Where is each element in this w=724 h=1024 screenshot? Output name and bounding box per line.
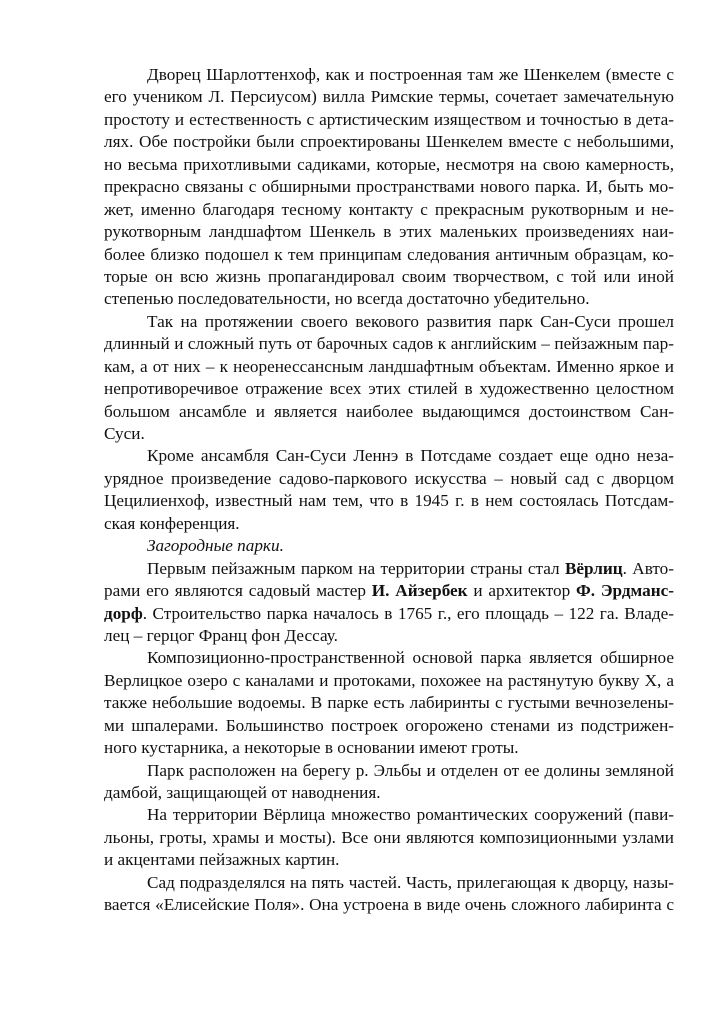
text-line: степенью последовательности, но всегда достаточно убедительно. bbox=[104, 289, 590, 309]
text-line: льоны, гроты, храмы и мосты). Все они являются композиционными узлами bbox=[104, 827, 674, 847]
text-line: Композиционно-пространственной основой парка является обширное bbox=[147, 648, 674, 668]
bold-name: Вёрлиц bbox=[564, 558, 623, 578]
text-line: дорф. Строительство парка началось в 1765 г., его площадь – 122 га. Владе- bbox=[104, 603, 674, 623]
text-line: Цецилиенхоф, известный нам тем, что в 1945 г. в нем состоялась Потсдам- bbox=[104, 491, 674, 511]
text-line: рукотворным ландшафтом Шенкель в этих маленьких произведениях наи- bbox=[104, 222, 674, 242]
paragraph-structures bbox=[104, 804, 674, 871]
text-line: урядное произведение садово-паркового искусства – новый сад с дворцом bbox=[104, 468, 674, 488]
text-line: его учеником Л. Персиусом) вилла Римские термы, сочетает замечательную bbox=[104, 87, 674, 107]
text-line: жет, именно благодаря тесному контакту с прекрасным рукотворным и не- bbox=[104, 199, 674, 219]
text-line: лях. Обе постройки были спроектированы Шенкелем вместе с небольшими, bbox=[104, 132, 674, 152]
text-line: Дворец Шарлоттенхоф, как и построенная там же Шенкелем (вместе с bbox=[147, 65, 674, 84]
text-line: кам, а от них – к неоренессансным ландшафтным объектам. Именно яркое и bbox=[104, 356, 674, 376]
text-line: дамбой, защищающей от наводнения. bbox=[104, 783, 381, 802]
text-line: Парк расположен на берегу р. Эльбы и отделен от ее долины земляной bbox=[147, 760, 674, 780]
text-line: ного кустарника, а некоторые в основании имеют гроты. bbox=[104, 738, 519, 758]
text-line: На территории Вёрлица множество романтических сооружений (пави- bbox=[147, 805, 674, 825]
paragraph-werlitz bbox=[104, 558, 674, 648]
text-line: простоту и естественность с артистическим изяществом и точностью в дета- bbox=[104, 109, 674, 129]
text-line: ми шпалерами. Большинство построек огорожено стенами из подстрижен- bbox=[104, 715, 674, 735]
bold-name: Ф. Эрдманс- bbox=[576, 581, 674, 601]
text-line: Первым пейзажным парком на территории страны стал Вёрлиц. Авто- bbox=[147, 558, 675, 578]
document-page bbox=[104, 64, 674, 917]
text-line: Верлицкое озеро с каналами и протоками, похожее на растянутую букву Х, а bbox=[104, 670, 674, 690]
paragraph-cecilienhof bbox=[104, 445, 674, 535]
text-line: рами его являются садовый мастер И. Айзербек и архитектор Ф. Эрдманс- bbox=[104, 581, 674, 601]
text-line: Кроме ансамбля Сан-Суси Леннэ в Потсдаме создает еще одно неза- bbox=[147, 446, 674, 466]
bold-name: И. Айзербек bbox=[371, 581, 468, 601]
paragraph-composition bbox=[104, 647, 674, 759]
text-line: прекрасно связаны с обширными пространствами нового парка. И, быть мо- bbox=[104, 177, 674, 197]
text-line: большом ансамбле и является наиболее выдающимся достоинством Сан- bbox=[104, 401, 674, 421]
paragraph-garden-parts bbox=[104, 872, 674, 917]
text-line: Так на протяжении своего векового развития парк Сан-Суси прошел bbox=[147, 311, 674, 331]
text-line: лец – герцог Франц фон Дессау. bbox=[104, 625, 338, 645]
section-heading: Загородные парки. bbox=[147, 536, 284, 556]
text-line: также небольшие водоемы. В парке есть лабиринты с густыми вечнозелены- bbox=[104, 693, 674, 713]
text-line: более близко подошел к тем принципам следования античным образцам, ко- bbox=[104, 244, 674, 264]
text-line: но весьма прихотливыми садиками, которые, несмотря на свою камерность, bbox=[104, 154, 674, 174]
text-line: вается «Елисейские Поля». Она устроена в виде очень сложного лабиринта с bbox=[104, 895, 674, 915]
text-line: Сад подразделялся на пять частей. Часть, прилегающая к дворцу, назы- bbox=[147, 872, 674, 892]
paragraph-charlottenhof bbox=[104, 64, 674, 311]
text-line: ская конференция. bbox=[104, 513, 240, 533]
paragraph-sanssouci-development bbox=[104, 311, 674, 446]
text-line: торые он всю жизнь пропагандировал своим творчеством, с той или иной bbox=[104, 266, 674, 286]
text-line: длинный и сложный путь от барочных садов к английским – пейзажным пар- bbox=[104, 334, 674, 354]
text-line: Суси. bbox=[104, 424, 145, 443]
paragraph-location bbox=[104, 760, 674, 805]
text-line: и акцентами пейзажных картин. bbox=[104, 850, 340, 870]
text-line: непротиворечивое отражение всех этих стилей в художественно целостном bbox=[104, 379, 674, 399]
bold-name: дорф bbox=[104, 603, 143, 623]
